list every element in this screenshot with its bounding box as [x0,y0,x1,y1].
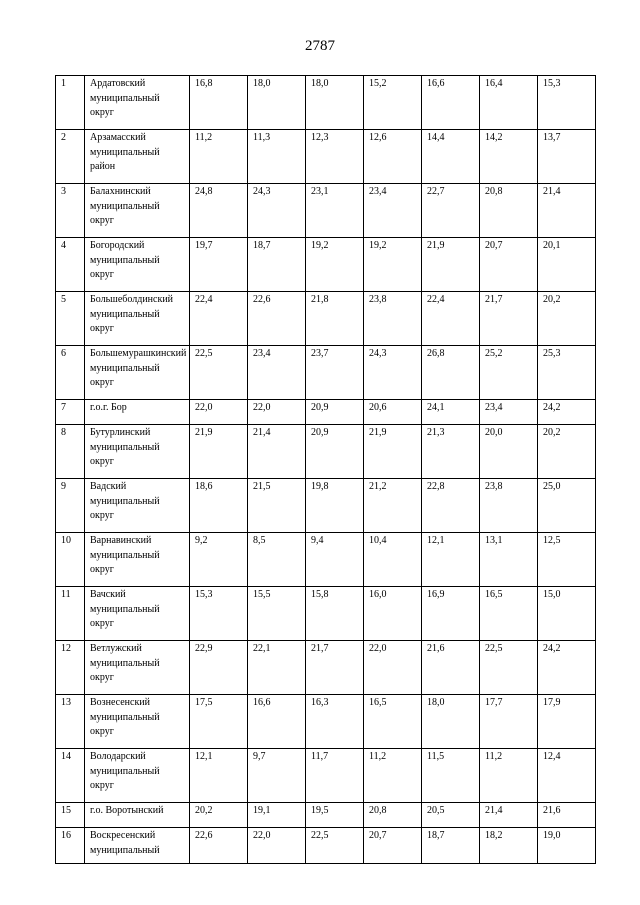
value-cell: 23,8 [364,292,422,346]
value-cell: 20,9 [306,425,364,479]
value-cell: 11,2 [190,130,248,184]
value-cell: 16,6 [422,76,480,130]
table-row [56,828,596,864]
table-row [56,533,596,587]
table-row [56,346,596,400]
value-cell: 20,8 [364,803,422,828]
value-cell: 16,5 [480,587,538,641]
value-cell: 19,0 [538,828,596,864]
value-cell: 21,9 [190,425,248,479]
value-cell: 19,2 [306,238,364,292]
value-cell: 21,9 [422,238,480,292]
value-cell: 21,3 [422,425,480,479]
value-cell: 15,3 [190,587,248,641]
table-row [56,76,596,130]
row-number-cell: 14 [56,749,85,803]
value-cell: 15,2 [364,76,422,130]
municipality-name-cell: Воскресенский муниципальный [85,828,190,864]
municipality-name-cell: Вачский муниципальный округ [85,587,190,641]
value-cell: 25,3 [538,346,596,400]
value-cell: 21,8 [306,292,364,346]
value-cell: 13,1 [480,533,538,587]
row-number-cell: 16 [56,828,85,864]
row-number-cell: 5 [56,292,85,346]
table-row [56,400,596,425]
value-cell: 21,5 [248,479,306,533]
value-cell: 12,1 [422,533,480,587]
value-cell: 18,2 [480,828,538,864]
value-cell: 22,5 [306,828,364,864]
value-cell: 15,8 [306,587,364,641]
value-cell: 23,1 [306,184,364,238]
municipality-name-cell: Вознесенский муниципальный округ [85,695,190,749]
value-cell: 11,5 [422,749,480,803]
value-cell: 22,0 [248,400,306,425]
row-number-cell: 10 [56,533,85,587]
page-number: 2787 [305,38,335,54]
value-cell: 22,0 [248,828,306,864]
row-number-cell: 7 [56,400,85,425]
value-cell: 22,6 [248,292,306,346]
table-row [56,641,596,695]
value-cell: 16,3 [306,695,364,749]
value-cell: 21,6 [422,641,480,695]
value-cell: 11,2 [480,749,538,803]
value-cell: 20,7 [364,828,422,864]
value-cell: 19,1 [248,803,306,828]
value-cell: 15,3 [538,76,596,130]
value-cell: 12,1 [190,749,248,803]
value-cell: 9,2 [190,533,248,587]
value-cell: 23,4 [480,400,538,425]
value-cell: 18,7 [248,238,306,292]
value-cell: 22,5 [480,641,538,695]
value-cell: 23,7 [306,346,364,400]
table-row [56,695,596,749]
value-cell: 15,5 [248,587,306,641]
municipality-name-cell: Варнавинский муниципальный округ [85,533,190,587]
value-cell: 25,0 [538,479,596,533]
value-cell: 15,0 [538,587,596,641]
table-row [56,292,596,346]
table-row [56,587,596,641]
value-cell: 11,7 [306,749,364,803]
value-cell: 17,5 [190,695,248,749]
value-cell: 20,2 [538,292,596,346]
value-cell: 13,7 [538,130,596,184]
value-cell: 22,0 [190,400,248,425]
value-cell: 20,9 [306,400,364,425]
table-row [56,425,596,479]
value-cell: 21,4 [480,803,538,828]
row-number-cell: 4 [56,238,85,292]
value-cell: 9,4 [306,533,364,587]
value-cell: 22,9 [190,641,248,695]
value-cell: 24,1 [422,400,480,425]
row-number-cell: 13 [56,695,85,749]
value-cell: 11,3 [248,130,306,184]
value-cell: 22,1 [248,641,306,695]
value-cell: 16,9 [422,587,480,641]
value-cell: 16,0 [364,587,422,641]
table-row [56,130,596,184]
value-cell: 26,8 [422,346,480,400]
table-row [56,803,596,828]
value-cell: 18,6 [190,479,248,533]
value-cell: 22,5 [190,346,248,400]
value-cell: 19,7 [190,238,248,292]
municipality-name-cell: Ветлужский муниципальный округ [85,641,190,695]
row-number-cell: 15 [56,803,85,828]
row-number-cell: 12 [56,641,85,695]
table-body [56,76,596,864]
value-cell: 14,4 [422,130,480,184]
value-cell: 25,2 [480,346,538,400]
value-cell: 20,5 [422,803,480,828]
value-cell: 21,7 [306,641,364,695]
value-cell: 12,3 [306,130,364,184]
municipality-name-cell: Вадский муниципальный округ [85,479,190,533]
value-cell: 24,3 [248,184,306,238]
value-cell: 24,2 [538,400,596,425]
value-cell: 21,9 [364,425,422,479]
value-cell: 22,7 [422,184,480,238]
table-row [56,238,596,292]
value-cell: 10,4 [364,533,422,587]
table-row [56,479,596,533]
value-cell: 21,7 [480,292,538,346]
value-cell: 22,0 [364,641,422,695]
value-cell: 17,9 [538,695,596,749]
value-cell: 20,2 [190,803,248,828]
value-cell: 22,4 [422,292,480,346]
row-number-cell: 9 [56,479,85,533]
row-number-cell: 6 [56,346,85,400]
value-cell: 9,7 [248,749,306,803]
value-cell: 16,5 [364,695,422,749]
row-number-cell: 11 [56,587,85,641]
value-cell: 14,2 [480,130,538,184]
value-cell: 12,4 [538,749,596,803]
value-cell: 8,5 [248,533,306,587]
row-number-cell: 8 [56,425,85,479]
municipality-name-cell: Володарский муниципальный округ [85,749,190,803]
municipality-name-cell: Бутурлинский муниципальный округ [85,425,190,479]
value-cell: 11,2 [364,749,422,803]
value-cell: 12,6 [364,130,422,184]
municipality-name-cell: Большеболдинский муниципальный округ [85,292,190,346]
value-cell: 21,4 [248,425,306,479]
value-cell: 18,7 [422,828,480,864]
value-cell: 24,3 [364,346,422,400]
value-cell: 22,6 [190,828,248,864]
value-cell: 19,2 [364,238,422,292]
value-cell: 20,8 [480,184,538,238]
value-cell: 19,8 [306,479,364,533]
row-number-cell: 3 [56,184,85,238]
value-cell: 18,0 [306,76,364,130]
value-cell: 20,1 [538,238,596,292]
value-cell: 20,2 [538,425,596,479]
value-cell: 20,6 [364,400,422,425]
value-cell: 16,6 [248,695,306,749]
value-cell: 16,4 [480,76,538,130]
municipality-name-cell: Богородский муниципальный округ [85,238,190,292]
value-cell: 20,7 [480,238,538,292]
value-cell: 23,8 [480,479,538,533]
value-cell: 19,5 [306,803,364,828]
value-cell: 17,7 [480,695,538,749]
value-cell: 22,4 [190,292,248,346]
data-table [55,75,596,864]
municipality-name-cell: Арзамасский муниципальный район [85,130,190,184]
municipality-name-cell: г.о. Воротынский [85,803,190,828]
value-cell: 23,4 [364,184,422,238]
municipality-name-cell: Большемурашкинский муниципальный округ [85,346,190,400]
row-number-cell: 2 [56,130,85,184]
value-cell: 24,8 [190,184,248,238]
value-cell: 24,2 [538,641,596,695]
value-cell: 21,2 [364,479,422,533]
value-cell: 21,6 [538,803,596,828]
value-cell: 21,4 [538,184,596,238]
municipality-name-cell: г.о.г. Бор [85,400,190,425]
municipality-name-cell: Балахнинский муниципальный округ [85,184,190,238]
value-cell: 18,0 [248,76,306,130]
table-row [56,749,596,803]
value-cell: 22,8 [422,479,480,533]
value-cell: 23,4 [248,346,306,400]
value-cell: 18,0 [422,695,480,749]
value-cell: 16,8 [190,76,248,130]
value-cell: 12,5 [538,533,596,587]
municipality-name-cell: Ардатовский муниципальный округ [85,76,190,130]
value-cell: 20,0 [480,425,538,479]
table-row [56,184,596,238]
row-number-cell: 1 [56,76,85,130]
